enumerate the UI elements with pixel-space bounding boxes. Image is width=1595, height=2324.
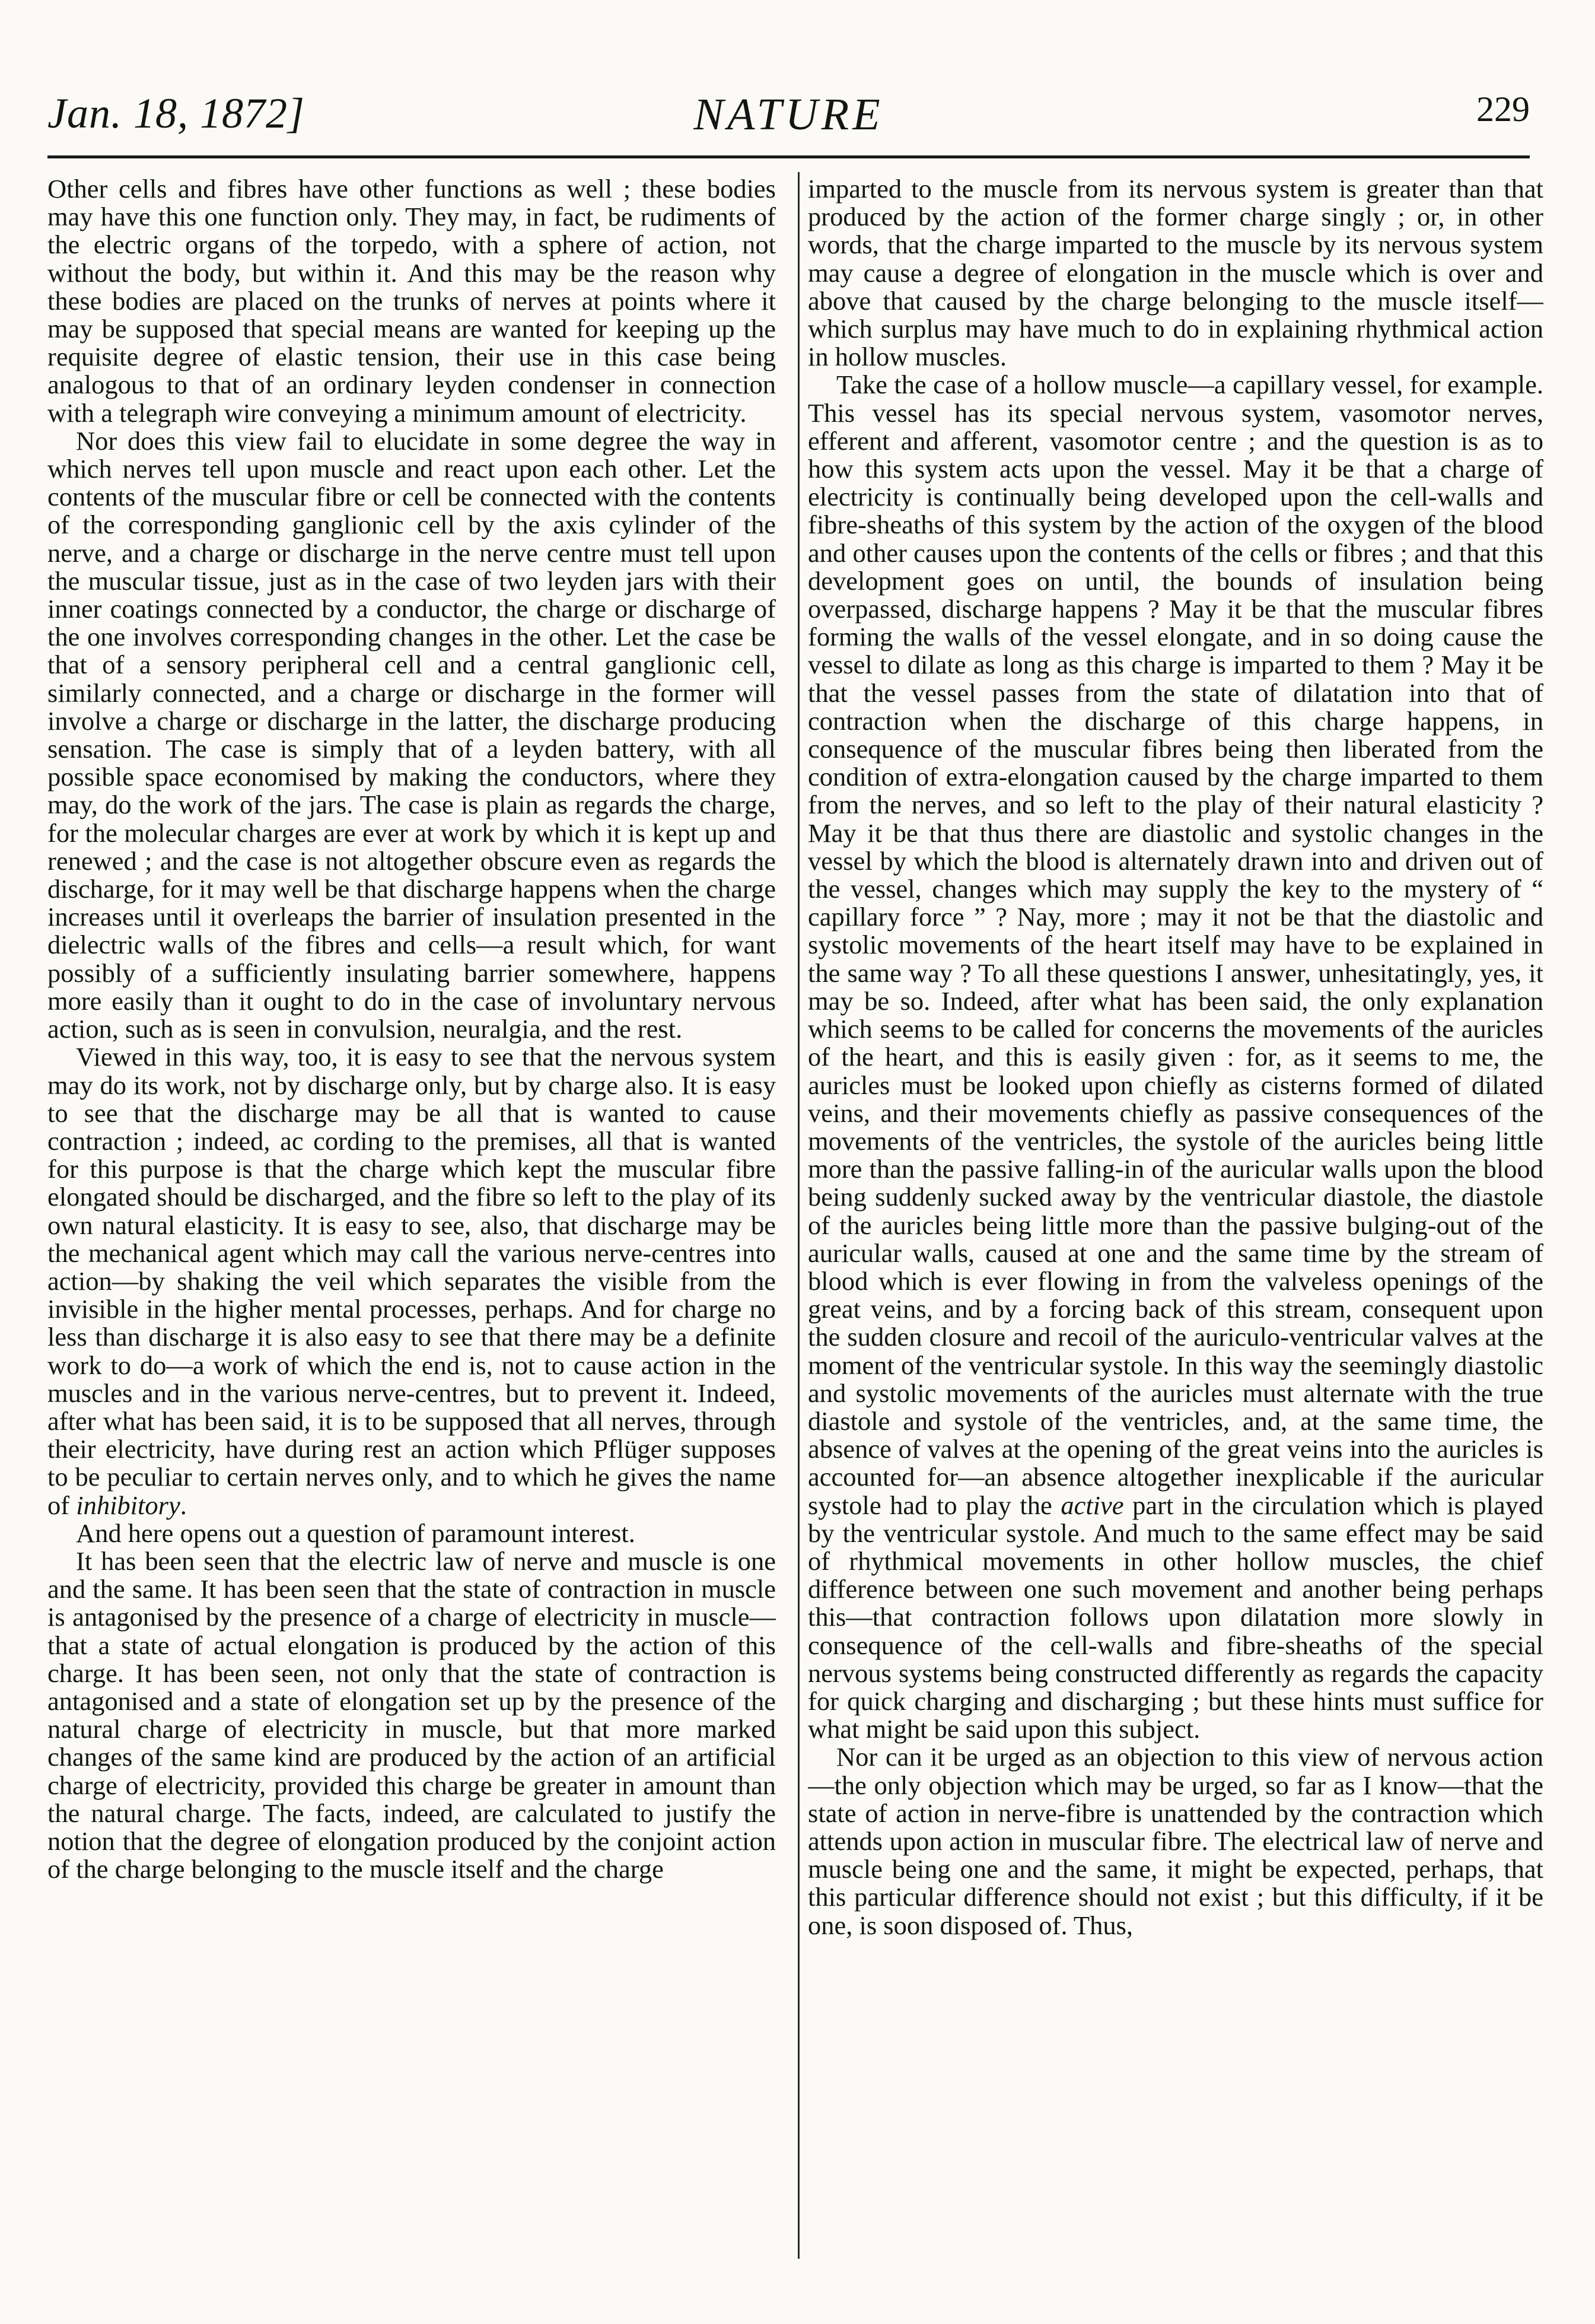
- paragraph: imparted to the muscle from its nervous system is greater than that produced by the action of the former charge singly ; or, in other words, that the charge imparted to the muscle by its nervous system may cause a degree of elongation in the muscle which is over and above that caused by the charge belonging to the muscle itself—which surplus may have much to do in explaining rhythmical action in hollow muscles.: [808, 175, 1543, 372]
- paragraph: [47, 1043, 776, 1519]
- paragraph-text-continued: part in the circulation which is played by the ventricular systole. And much to the same effect may be said of rhythmical movements in other hollow muscles, the chief difference between one such movement and another being perhaps this—that contraction follows upon dilatation more slowly in consequence of the cell-walls and fibre-sheaths of the special nervous systems being constructed differently as regards the capacity for quick charging and discharging ; but these hints must suffice for what might be said upon this subject.: [808, 1490, 1543, 1744]
- paragraph: Nor does this view fail to elucidate in some degree the way in which nerves tell upon muscle and react upon each other. Let the contents of the muscular fibre or cell be connected with the contents of the corresponding ganglionic cell by the axis cylinder of the nerve, and a charge or discharge in the nerve centre must tell upon the muscular tissue, just as in the case of two leyden jars with their inner coatings connected by a conductor, the charge or discharge of the one involves corresponding changes in the other. Let the case be that of a sensory peripheral cell and a central ganglionic cell, similarly connected, and a charge or discharge in the former will involve a charge or discharge in the latter, the discharge producing sensation. The case is simply that of a leyden battery, with all possible space economised by making the conductors, where they may, do the work of the jars. The case is plain as regards the charge, for the molecular charges are ever at work by which it is kept up and renewed ; and the case is not altogether obscure even as regards the discharge, for it may well be that discharge happens when the charge increases until it overleaps the barrier of insulation presented in the dielectric walls of the fibres and cells—a result which, for want possibly of a sufficiently insulating barrier somewhere, happens more easily than it ought to do in the case of involuntary nervous action, such as is seen in convulsion, neuralgia, and the rest.: [47, 425, 776, 1044]
- issue-date: Jan. 18, 1872]: [47, 90, 305, 137]
- paragraph: [808, 371, 1543, 1743]
- paragraph-text: Viewed in this way, too, it is easy to see that the nervous system may do its work, not by discharge only, but by charge also. It is easy to see that the discharge may be all that is wanted to cause contraction ; indeed, ac cording to the premises, all that is wanted for this purpose is that the charge which kept the muscular fibre elongated should be discharged, and the fibre so left to the play of its own natural elasticity. It is easy to see, also, that discharge may be the mechanical agent which may call the various nerve-centres into action—by shaking the veil which separates the visible from the invisible in the higher mental processes, perhaps. And for charge no less than discharge it is also easy to see that there may be a definite work to do—a work of which the end is, not to cause action in the muscles and in the various nerve-centres, but to prevent it. Indeed, after what has been said, it is to be supposed that all nerves, through their electricity, have during rest an action which Pflüger supposes to be peculiar to certain nerves only, and to which he gives the name of: [47, 1042, 776, 1520]
- running-header: [47, 89, 1530, 154]
- italic-term: active: [1061, 1490, 1124, 1520]
- header-rule: [47, 155, 1530, 158]
- paragraph: Other cells and fibres have other functions as well ; these bodies may have this one function only. They may, in fact, be rudiments of the electric organs of the torpedo, with a sphere of action, not without the body, but within it. And this may be the reason why these bodies are placed on the trunks of nerves at points where it may be supposed that special means are wanted for keeping up the requisite degree of elastic tension, their use in this case being analogous to that of an ordinary leyden condenser in connection with a telegraph wire conveying a minimum amount of electricity.: [47, 175, 776, 428]
- italic-term: inhibitory: [76, 1490, 180, 1520]
- paragraph: Nor can it be urged as an objection to this view of nervous action—the only objection which may be urged, so far as I know—that the state of action in nerve-fibre is unattended by the contraction which attends upon action in muscular fibre. The electrical law of nerve and muscle being one and the same, it might be expected, perhaps, that this particular difference should not exist ; but this difficulty, if it be one, is soon disposed of. Thus,: [808, 1742, 1543, 1940]
- paragraph-text: Take the case of a hollow muscle—a capillary vessel, for example. This vessel has its special nervous system, vasomotor nerves, efferent and afferent, vasomotor centre ; and the question is as to how this system acts upon the vessel. May it be that a charge of electricity is continually being developed upon the cell-walls and fibre-sheaths of this system by the action of the oxygen of the blood and other causes upon the contents of the cells or fibres ; and that this development goes on until, the bounds of insulation being overpassed, discharge happens ? May it be that the muscular fibres forming the walls of the vessel elongate, and in so doing cause the vessel to dilate as long as this charge is imparted to them ? May it be that the vessel passes from the state of dilatation into that of contraction when the discharge of this charge happens, in consequence of the muscular fibres being then liberated from the condition of extra-elongation caused by the charge imparted to them from the nerves, and so left to the play of their natural elasticity ? May it be that thus there are diastolic and systolic changes in the vessel by which the blood is alternately drawn into and driven out of the vessel, changes which may supply the key to the mystery of “ capillary force ” ? Nay, more ; may it not be that the diastolic and systolic movements of the heart itself may have to be explained in the same way ? To all these questions I answer, unhesitatingly, yes, it may be so. Indeed, after what has been said, the only explanation which seems to be called for concerns the movements of the auricles of the heart, and this is easily given : for, as it seems to me, the auricles must be looked upon chiefly as cisterns formed of dilated veins, and their movements chiefly as passive consequences of the movements of the ventricles, the systole of the auricles being little more than the passive falling-in of the auricular walls upon the blood being suddenly sucked away by the ventricular diastole, the diastole of the auricles being little more than the passive bulging-out of the auricular walls, caused at one and the same time by the stream of blood which is ever flowing in from the valveless openings of the great veins, and by a forcing back of this stream, consequent upon the sudden closure and recoil of the auriculo-ventricular valves at the moment of the ventricular systole. In this way the seemingly diastolic and systolic movements of the auricles must alternate with the true diastole and systole of the ventricles, and, at the same time, the absence of valves at the opening of the great veins into the auricles is accounted for—an absence altogether inexplicable if the auricular systole had to play the: [808, 370, 1543, 1520]
- column-divider: [798, 172, 800, 2259]
- journal-title: NATURE: [693, 90, 884, 139]
- paragraph-end: .: [180, 1490, 187, 1520]
- page-number: 229: [1476, 90, 1530, 129]
- left-column: [47, 175, 776, 2287]
- paragraph: It has been seen that the electric law of nerve and muscle is one and the same. It has been seen that the state of contraction in muscle is antagonised by the presence of a charge of electricity in muscle—that a state of actual elongation is produced by the action of this charge. It has been seen, not only that the state of contraction is antagonised and a state of elongation set up by the presence of the natural charge of electricity in muscle, but that more marked changes of the same kind are produced by the action of an artificial charge of electricity, provided this charge be greater in amount than the natural charge. The facts, indeed, are calculated to justify the notion that the degree of elongation produced by the conjoint action of the charge belonging to the muscle itself and the charge: [47, 1546, 776, 1884]
- right-column: [808, 175, 1543, 2287]
- paragraph: And here opens out a question of paramount interest.: [76, 1518, 635, 1548]
